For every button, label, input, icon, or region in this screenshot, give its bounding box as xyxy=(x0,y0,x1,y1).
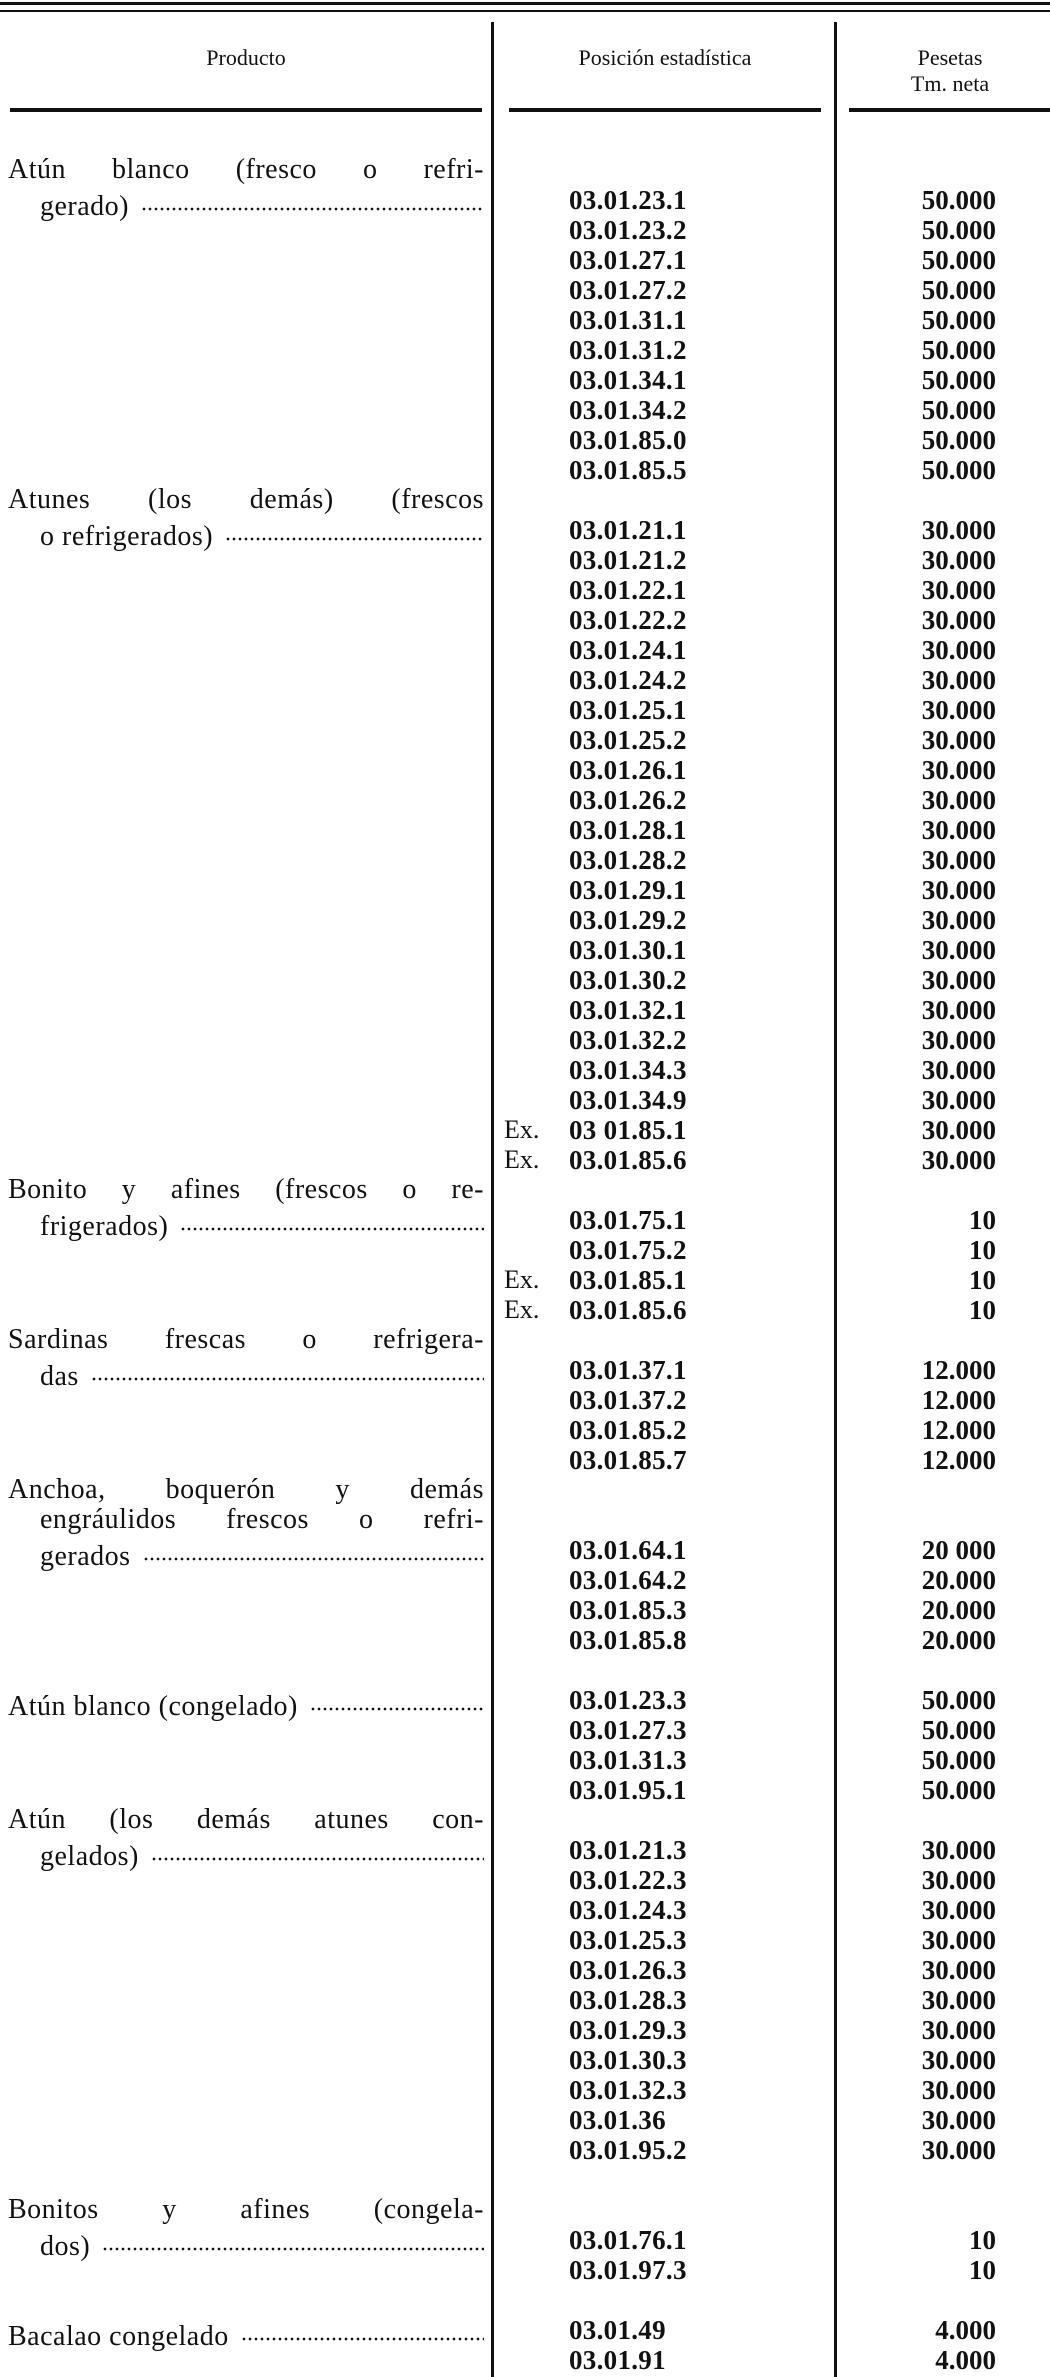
pesetas-value: 30.000 xyxy=(921,2045,996,2075)
statistical-position-code: 03.01.95.2 xyxy=(569,2135,687,2165)
pesetas-value: 30.000 xyxy=(921,665,996,695)
pesetas-value: 50.000 xyxy=(921,395,996,425)
statistical-position-code: 03.01.31.1 xyxy=(569,305,687,335)
header-underline-producto xyxy=(10,108,482,112)
pesetas-value: 30.000 xyxy=(921,815,996,845)
pesetas-value: 30.000 xyxy=(921,605,996,635)
header-posicion-estadistica: Posición estadística xyxy=(578,45,752,70)
pesetas-value: 20.000 xyxy=(921,1595,996,1625)
statistical-position-code: 03.01.85.6 xyxy=(569,1295,687,1325)
pesetas-value: 30.000 xyxy=(921,1025,996,1055)
pesetas-value: 12.000 xyxy=(921,1385,996,1415)
pesetas-value: 20.000 xyxy=(921,1565,996,1595)
pesetas-value: 10 xyxy=(969,1235,996,1265)
pesetas-value: 30.000 xyxy=(921,2135,996,2165)
pesetas-value: 30.000 xyxy=(921,575,996,605)
pesetas-value: 30.000 xyxy=(921,905,996,935)
pesetas-value: 30.000 xyxy=(921,785,996,815)
dot-leader xyxy=(241,2315,484,2345)
pesetas-value: 50.000 xyxy=(921,365,996,395)
dot-leader xyxy=(141,185,484,215)
statistical-position-code: 03.01.30.3 xyxy=(569,2045,687,2075)
statistical-position-code: 03.01.85.8 xyxy=(569,1625,687,1655)
statistical-position-code: 03.01.24.2 xyxy=(569,665,687,695)
statistical-position-code: 03.01.91 xyxy=(569,2345,666,2375)
product-name-text: Atún blanco (congelado) xyxy=(8,1691,298,1722)
statistical-position-code: 03.01.49 xyxy=(569,2315,666,2345)
statistical-position-code: 03.01.32.1 xyxy=(569,995,687,1025)
statistical-position-code: 03.01.29.2 xyxy=(569,905,687,935)
statistical-position-code: 03.01.25.2 xyxy=(569,725,687,755)
pesetas-value: 30.000 xyxy=(921,935,996,965)
statistical-position-code: 03.01.37.2 xyxy=(569,1385,687,1415)
product-name-line xyxy=(8,1685,484,1722)
top-rule xyxy=(0,2,1050,5)
product-name-line xyxy=(40,1355,484,1392)
statistical-position-code: 03.01.28.2 xyxy=(569,845,687,875)
statistical-position-code: 03.01.34.1 xyxy=(569,365,687,395)
statistical-position-code: 03.01.36 xyxy=(569,2105,666,2135)
product-name-text: gerados xyxy=(40,1541,131,1572)
pesetas-value: 50.000 xyxy=(921,335,996,365)
pesetas-value: 30.000 xyxy=(921,1985,996,2015)
product-name-line xyxy=(8,2315,484,2352)
pesetas-value: 20.000 xyxy=(921,1625,996,1655)
dot-leader xyxy=(91,1355,484,1385)
pesetas-value: 30.000 xyxy=(921,1115,996,1145)
statistical-position-code: 03.01.76.1 xyxy=(569,2225,687,2255)
product-name-line: Atún blanco (fresco o refri- xyxy=(8,155,484,185)
dot-leader xyxy=(225,515,484,545)
pesetas-value: 30.000 xyxy=(921,755,996,785)
product-name-text: dos) xyxy=(40,2231,91,2262)
product-name-line: Bonitos y afines (congela- xyxy=(8,2195,484,2225)
statistical-position-code: 03.01.32.2 xyxy=(569,1025,687,1055)
pesetas-value: 30.000 xyxy=(921,725,996,755)
product-name-text: gerado) xyxy=(40,191,130,222)
top-rule-second xyxy=(0,10,1050,12)
statistical-position-code: 03.01.29.3 xyxy=(569,2015,687,2045)
pesetas-value: 10 xyxy=(969,2225,996,2255)
pesetas-value: 30.000 xyxy=(921,1835,996,1865)
pesetas-value: 12.000 xyxy=(921,1415,996,1445)
pesetas-value: 30.000 xyxy=(921,845,996,875)
statistical-position-code: 03.01.64.2 xyxy=(569,1565,687,1595)
pesetas-value: 50.000 xyxy=(921,1775,996,1805)
ex-prefix: Ex. xyxy=(504,1265,540,1294)
pesetas-value: 10 xyxy=(969,1265,996,1295)
statistical-position-code: 03.01.24.1 xyxy=(569,635,687,665)
statistical-position-code: 03.01.97.3 xyxy=(569,2255,687,2285)
pesetas-value: 30.000 xyxy=(921,875,996,905)
statistical-position-code: 03.01.85.0 xyxy=(569,425,687,455)
statistical-position-code: 03.01.28.1 xyxy=(569,815,687,845)
pesetas-value: 50.000 xyxy=(921,215,996,245)
statistical-position-code: 03.01.64.1 xyxy=(569,1535,687,1565)
pesetas-value: 30.000 xyxy=(921,2075,996,2105)
pesetas-value: 20 000 xyxy=(921,1535,996,1565)
header-pesetas: Pesetas xyxy=(917,45,983,70)
header-tm-neta: Tm. neta xyxy=(910,71,990,96)
product-name-text: o refrigerados) xyxy=(40,521,214,552)
statistical-position-code: 03.01.34.3 xyxy=(569,1055,687,1085)
pesetas-value: 50.000 xyxy=(921,425,996,455)
statistical-position-code: 03.01.29.1 xyxy=(569,875,687,905)
statistical-position-code: 03.01.85.7 xyxy=(569,1445,687,1475)
statistical-position-code: 03.01.85.2 xyxy=(569,1415,687,1445)
pesetas-value: 12.000 xyxy=(921,1445,996,1475)
dot-leader xyxy=(310,1685,484,1715)
product-name-line xyxy=(40,2225,484,2262)
pesetas-value: 30.000 xyxy=(921,635,996,665)
product-name-line xyxy=(40,1835,484,1872)
pesetas-value: 30.000 xyxy=(921,1055,996,1085)
dot-leader xyxy=(151,1835,484,1865)
statistical-position-code: 03.01.85.5 xyxy=(569,455,687,485)
dot-leader xyxy=(102,2225,484,2255)
pesetas-value: 12.000 xyxy=(921,1355,996,1385)
statistical-position-code: 03.01.23.2 xyxy=(569,215,687,245)
statistical-position-code: 03.01.95.1 xyxy=(569,1775,687,1805)
header-producto: Producto xyxy=(206,45,286,70)
statistical-position-code: 03.01.22.2 xyxy=(569,605,687,635)
statistical-position-code: 03.01.85.3 xyxy=(569,1595,687,1625)
pesetas-value: 30.000 xyxy=(921,1865,996,1895)
product-name-line: Sardinas frescas o refrigera- xyxy=(8,1325,484,1355)
statistical-position-code: 03.01.30.1 xyxy=(569,935,687,965)
product-name-line xyxy=(40,1535,484,1572)
pesetas-value: 30.000 xyxy=(921,695,996,725)
statistical-position-code: 03.01.28.3 xyxy=(569,1985,687,2015)
statistical-position-code: 03.01.22.1 xyxy=(569,575,687,605)
pesetas-value: 4.000 xyxy=(935,2345,996,2375)
pesetas-value: 30.000 xyxy=(921,2105,996,2135)
product-name-line xyxy=(40,515,484,552)
pesetas-value: 30.000 xyxy=(921,1955,996,1985)
pesetas-value: 30.000 xyxy=(921,545,996,575)
pesetas-value: 50.000 xyxy=(921,1715,996,1745)
statistical-position-code: 03.01.27.3 xyxy=(569,1715,687,1745)
column-divider-2 xyxy=(834,22,837,2377)
product-name-line: engráulidos frescos o refri- xyxy=(40,1505,484,1535)
statistical-position-code: 03.01.23.1 xyxy=(569,185,687,215)
pesetas-value: 30.000 xyxy=(921,995,996,1025)
dot-leader xyxy=(143,1535,484,1565)
pesetas-value: 30.000 xyxy=(921,515,996,545)
statistical-position-code: 03.01.21.3 xyxy=(569,1835,687,1865)
product-name-line: Bonito y afines (frescos o re- xyxy=(8,1175,484,1205)
statistical-position-code: 03.01.27.2 xyxy=(569,275,687,305)
pesetas-value: 50.000 xyxy=(921,245,996,275)
ex-prefix: Ex. xyxy=(504,1115,540,1144)
statistical-position-code: 03.01.75.2 xyxy=(569,1235,687,1265)
pesetas-value: 30.000 xyxy=(921,2015,996,2045)
statistical-position-code: 03.01.34.2 xyxy=(569,395,687,425)
product-name-line xyxy=(40,1205,484,1242)
pesetas-value: 4.000 xyxy=(935,2315,996,2345)
header-underline-pesetas xyxy=(849,108,1050,112)
statistical-position-code: 03.01.25.1 xyxy=(569,695,687,725)
ex-prefix: Ex. xyxy=(504,1145,540,1174)
statistical-position-code: 03.01.31.3 xyxy=(569,1745,687,1775)
ex-prefix: Ex. xyxy=(504,1295,540,1324)
statistical-position-code: 03.01.85.1 xyxy=(569,1265,687,1295)
statistical-position-code: 03.01.21.2 xyxy=(569,545,687,575)
pesetas-value: 10 xyxy=(969,2255,996,2285)
product-name-line: Anchoa, boquerón y demás xyxy=(8,1475,484,1505)
statistical-position-code: 03.01.26.2 xyxy=(569,785,687,815)
pesetas-value: 30.000 xyxy=(921,965,996,995)
column-divider-1 xyxy=(491,22,494,2377)
statistical-position-code: 03.01.27.1 xyxy=(569,245,687,275)
pesetas-value: 10 xyxy=(969,1205,996,1235)
pesetas-value: 50.000 xyxy=(921,455,996,485)
product-name-line xyxy=(40,185,484,222)
pesetas-value: 50.000 xyxy=(921,185,996,215)
statistical-position-code: 03 01.85.1 xyxy=(569,1115,687,1145)
pesetas-value: 50.000 xyxy=(921,305,996,335)
product-name-line: Atunes (los demás) (frescos xyxy=(8,485,484,515)
statistical-position-code: 03.01.37.1 xyxy=(569,1355,687,1385)
pesetas-value: 30.000 xyxy=(921,1085,996,1115)
pesetas-value: 50.000 xyxy=(921,1685,996,1715)
pesetas-value: 30.000 xyxy=(921,1145,996,1175)
pesetas-value: 30.000 xyxy=(921,1895,996,1925)
header-underline-posicion xyxy=(509,108,821,112)
statistical-position-code: 03.01.23.3 xyxy=(569,1685,687,1715)
product-name-line: Atún (los demás atunes con- xyxy=(8,1805,484,1835)
statistical-position-code: 03.01.24.3 xyxy=(569,1895,687,1925)
product-name-text: frigerados) xyxy=(40,1211,169,1242)
product-name-text: Bacalao congelado xyxy=(8,2321,229,2352)
statistical-position-code: 03.01.30.2 xyxy=(569,965,687,995)
pesetas-value: 50.000 xyxy=(921,275,996,305)
statistical-position-code: 03.01.22.3 xyxy=(569,1865,687,1895)
pesetas-value: 30.000 xyxy=(921,1925,996,1955)
statistical-position-code: 03.01.25.3 xyxy=(569,1925,687,1955)
statistical-position-code: 03.01.26.1 xyxy=(569,755,687,785)
statistical-position-code: 03.01.21.1 xyxy=(569,515,687,545)
statistical-position-code: 03.01.31.2 xyxy=(569,335,687,365)
product-name-text: das xyxy=(40,1361,79,1392)
product-name-text: gelados) xyxy=(40,1841,139,1872)
statistical-position-code: 03.01.75.1 xyxy=(569,1205,687,1235)
statistical-position-code: 03.01.34.9 xyxy=(569,1085,687,1115)
pesetas-value: 50.000 xyxy=(921,1745,996,1775)
statistical-position-code: 03.01.85.6 xyxy=(569,1145,687,1175)
dot-leader xyxy=(180,1205,484,1235)
statistical-position-code: 03.01.32.3 xyxy=(569,2075,687,2105)
pesetas-value: 10 xyxy=(969,1295,996,1325)
statistical-position-code: 03.01.26.3 xyxy=(569,1955,687,1985)
